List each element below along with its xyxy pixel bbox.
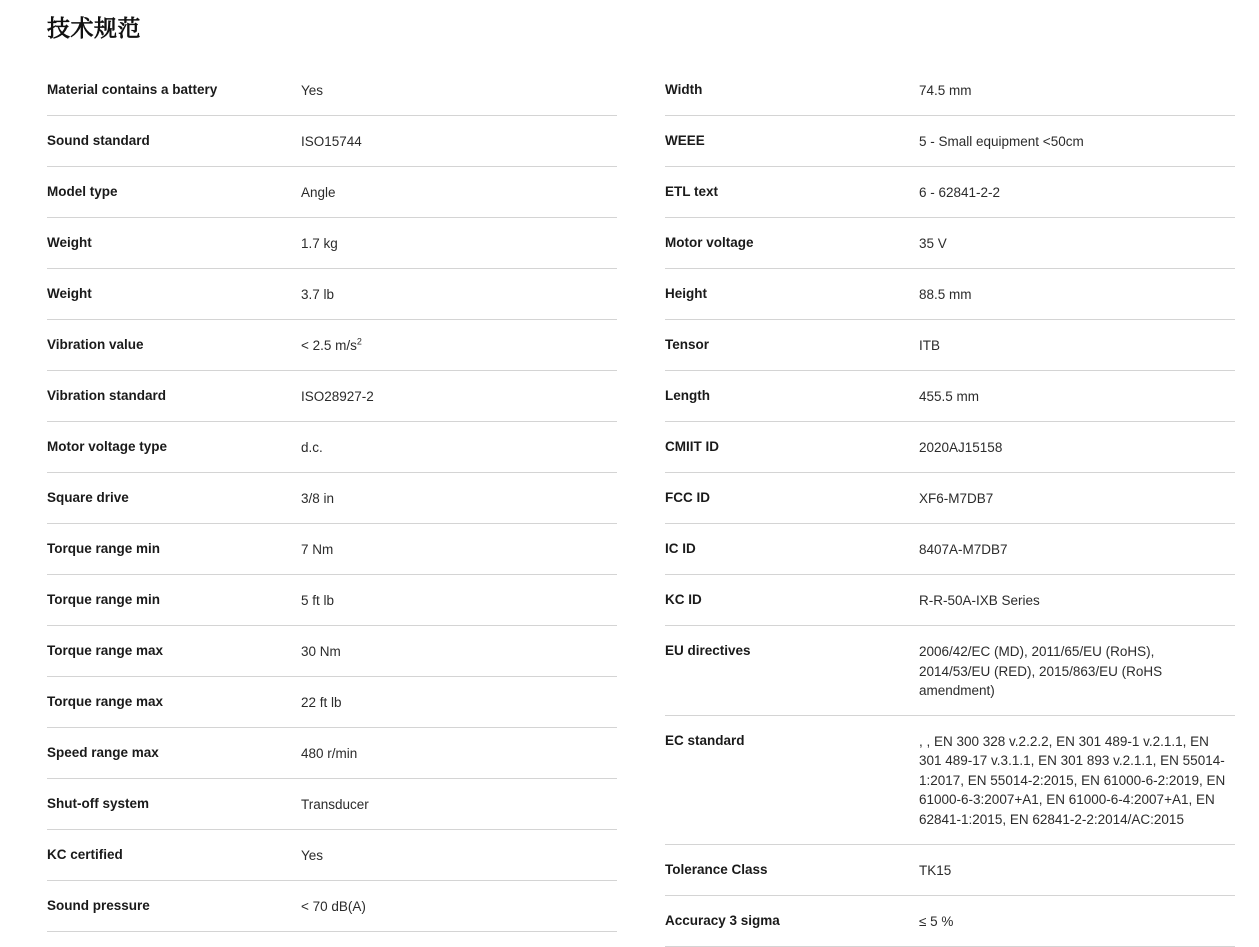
- table-row: [665, 422, 1235, 473]
- table-row: [47, 626, 617, 677]
- spec-label: Sound pressure: [47, 897, 150, 913]
- table-row: [47, 371, 617, 422]
- table-row: [665, 845, 1235, 896]
- spec-label: Speed range max: [47, 744, 159, 760]
- table-row: [665, 65, 1235, 116]
- spec-label: WEEE: [665, 133, 705, 148]
- spec-label: Torque range min: [47, 591, 161, 607]
- spec-label: Shut-off system: [47, 795, 150, 811]
- table-row: [665, 524, 1235, 575]
- table-row: [47, 728, 617, 779]
- spec-label: Material contains a battery: [47, 82, 218, 97]
- table-row: [665, 320, 1235, 371]
- table-row: [47, 677, 617, 728]
- table-row: [665, 167, 1235, 218]
- spec-label: KC certified: [47, 846, 123, 862]
- spec-label: Weight: [47, 235, 92, 250]
- spec-value: XF6-M7DB7: [919, 491, 994, 506]
- spec-label: Accuracy 3 sigma: [665, 912, 780, 928]
- spec-value: Yes: [301, 83, 324, 98]
- specification-column-left: [47, 65, 617, 947]
- table-row: [47, 167, 617, 218]
- spec-value: 5 ft lb: [301, 592, 335, 608]
- spec-label: FCC ID: [665, 490, 710, 505]
- spec-value: 74.5 mm: [919, 83, 972, 98]
- page-title: 技术规范: [47, 15, 141, 41]
- spec-value: 8407A-M7DB7: [919, 542, 1008, 557]
- table-row: [47, 269, 617, 320]
- spec-value: TK15: [919, 862, 952, 878]
- spec-value: 480 r/min: [301, 745, 358, 761]
- spec-value: 455.5 mm: [919, 389, 980, 404]
- table-row: [47, 524, 617, 575]
- table-row: [47, 116, 617, 167]
- spec-label: CMIIT ID: [665, 439, 719, 454]
- spec-value: 3/8 in: [301, 490, 335, 506]
- table-row: [665, 269, 1235, 320]
- spec-label: IC ID: [665, 541, 696, 556]
- table-row: [665, 371, 1235, 422]
- spec-value: R-R-50A-IXB Series: [919, 593, 1040, 608]
- table-row: [47, 320, 617, 371]
- spec-label: Length: [665, 388, 710, 403]
- table-row: [47, 881, 617, 932]
- spec-value: 6 - 62841-2-2: [919, 185, 1001, 200]
- table-row: [47, 779, 617, 830]
- spec-value: 22 ft lb: [301, 694, 342, 710]
- spec-label: Tolerance Class: [665, 861, 768, 877]
- spec-value: 3.7 lb: [301, 286, 335, 302]
- spec-label: EU directives: [665, 643, 751, 658]
- spec-value: Transducer: [301, 796, 369, 812]
- spec-label: Torque range min: [47, 540, 161, 556]
- spec-label: Vibration standard: [47, 387, 167, 403]
- spec-value: < 2.5 $m/s^2$: [301, 336, 362, 353]
- spec-value: ISO15744: [301, 134, 362, 149]
- table-row: [47, 218, 617, 269]
- spec-label: Sound standard: [47, 133, 150, 148]
- spec-value: 5 - Small equipment <50cm: [919, 134, 1084, 149]
- specification-column-right: [665, 65, 1235, 947]
- table-row: [665, 896, 1235, 947]
- table-row: [665, 626, 1235, 716]
- table-row: [665, 716, 1235, 845]
- spec-label: Torque range max: [47, 693, 164, 709]
- spec-label: Tensor: [665, 337, 710, 352]
- spec-value: 35 V: [919, 236, 947, 251]
- spec-label: EC standard: [665, 732, 745, 748]
- table-row: [665, 116, 1235, 167]
- spec-value: ≤ 5 %: [919, 913, 954, 929]
- spec-value: 88.5 mm: [919, 287, 972, 302]
- spec-label: Torque range max: [47, 642, 164, 658]
- spec-value: , , EN 300 328 v.2.2.2, EN 301 489-1 v.2.1.1, EN 301 489-17 v.3.1.1, EN 301 893 v.2.1.1, EN 55014-1:2017, EN 55014-2:2015, EN 61000-6-2:2019, EN 61000-6-3:2007+A1, EN 61000-6-4:2007+A1, EN 62841-1:2015, EN 62841-2-2:2014/AC:2015: [919, 733, 1226, 827]
- specification-columns: [0, 65, 1259, 947]
- spec-label: ETL text: [665, 184, 719, 199]
- spec-label: Height: [665, 286, 707, 301]
- spec-label: Motor voltage type: [47, 438, 168, 454]
- spec-value: ITB: [919, 338, 941, 353]
- spec-label: KC ID: [665, 592, 702, 607]
- spec-label: Model type: [47, 184, 118, 199]
- table-row: [665, 218, 1235, 269]
- spec-value: 2020AJ15158: [919, 440, 1003, 455]
- spec-value: 7 Nm: [301, 541, 334, 557]
- spec-label: Square drive: [47, 489, 129, 505]
- table-row: [47, 65, 617, 116]
- table-row: [47, 830, 617, 881]
- table-row: [47, 575, 617, 626]
- spec-value: < 70 dB(A): [301, 898, 366, 914]
- spec-value: Yes: [301, 847, 324, 863]
- spec-value: 2006/42/EC (MD), 2011/65/EU (RoHS), 2014/53/EU (RED), 2015/863/EU (RoHS amendment): [919, 644, 1163, 699]
- spec-label: Weight: [47, 285, 92, 301]
- table-row: [665, 575, 1235, 626]
- spec-label: Motor voltage: [665, 235, 754, 250]
- table-row: [665, 473, 1235, 524]
- spec-value: 1.7 kg: [301, 236, 338, 251]
- spec-value: d.c.: [301, 439, 323, 455]
- spec-label: Vibration value: [47, 336, 144, 352]
- spec-value: ISO28927-2: [301, 388, 374, 404]
- spec-label: Width: [665, 82, 703, 97]
- table-row: [47, 422, 617, 473]
- table-row: [47, 473, 617, 524]
- spec-value: 30 Nm: [301, 643, 341, 659]
- spec-value: Angle: [301, 185, 336, 200]
